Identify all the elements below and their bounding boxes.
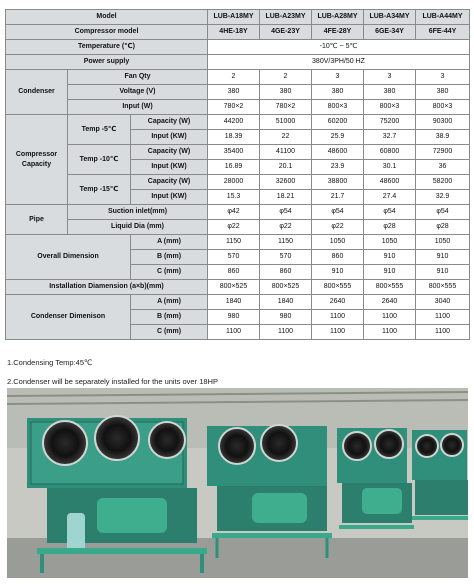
value-cell: 1050 [416, 235, 470, 250]
value-cell: 27.4 [364, 190, 416, 205]
value-cell: 60800 [364, 145, 416, 160]
value-cell: 3040 [416, 295, 470, 310]
value-cell: 800×525 [208, 280, 260, 295]
value-cell: 800×555 [312, 280, 364, 295]
liquid-dia-label: Liquid Dia (mm) [68, 220, 208, 235]
value-cell: 30.1 [364, 160, 416, 175]
value-cell: 800×3 [416, 100, 470, 115]
fan-icon [261, 425, 297, 461]
value-cell: 60200 [312, 115, 364, 130]
value-cell: 21.7 [312, 190, 364, 205]
value-cell: 1100 [260, 325, 312, 340]
value-cell: 380 [312, 85, 364, 100]
value-cell: 1100 [208, 325, 260, 340]
value-cell: 1840 [260, 295, 312, 310]
value-cell: 16.89 [208, 160, 260, 175]
compressor-model: 6FE-44Y [416, 25, 470, 40]
note-condenser-install: 2.Condenser will be separately installed for the units over 18HP [7, 377, 218, 386]
value-cell: 2640 [312, 295, 364, 310]
value-cell: φ54 [364, 205, 416, 220]
value-cell: 860 [208, 265, 260, 280]
value-cell: 20.1 [260, 160, 312, 175]
pipe-label: Pipe [6, 205, 68, 235]
value-cell: 44200 [208, 115, 260, 130]
table-row [6, 175, 470, 190]
value-cell: φ54 [312, 205, 364, 220]
dim-b-label: B (mm) [131, 310, 208, 325]
compressor-icon [97, 498, 167, 533]
value-cell: 800×555 [364, 280, 416, 295]
compressor-model: 4FE-28Y [312, 25, 364, 40]
dim-a-label: A (mm) [131, 295, 208, 310]
value-cell: 48600 [312, 145, 364, 160]
value-cell: 910 [416, 250, 470, 265]
value-cell: 58200 [416, 175, 470, 190]
value-cell: φ42 [208, 205, 260, 220]
value-cell: 910 [312, 265, 364, 280]
value-cell: 23.9 [312, 160, 364, 175]
compressor-capacity-label: Compressor Capacity [6, 115, 68, 205]
temperature-value: -10℃ ~ 5℃ [208, 40, 470, 55]
condensing-unit-4 [412, 430, 468, 520]
fan-icon [416, 435, 438, 457]
value-cell: φ28 [364, 220, 416, 235]
value-cell: 860 [260, 265, 312, 280]
compressor-model: 4HE-18Y [208, 25, 260, 40]
value-cell: 3 [416, 70, 470, 85]
table-row [6, 280, 470, 295]
table-row [6, 100, 470, 115]
value-cell: 3 [312, 70, 364, 85]
overall-dimension-label: Overall Dimension [6, 235, 131, 280]
value-cell: 32600 [260, 175, 312, 190]
product-photo [7, 388, 468, 578]
value-cell: φ22 [208, 220, 260, 235]
table-row [6, 205, 470, 220]
table-row [6, 40, 470, 55]
model-header: LUB-A34MY [364, 10, 416, 25]
model-header: LUB-A23MY [260, 10, 312, 25]
value-cell: 18.21 [260, 190, 312, 205]
input-kw-label: Input (KW) [131, 190, 208, 205]
value-cell: 36 [416, 160, 470, 175]
value-cell: 41100 [260, 145, 312, 160]
suction-inlet-label: Suction inlet(mm) [68, 205, 208, 220]
value-cell: 3 [364, 70, 416, 85]
value-cell: 1050 [312, 235, 364, 250]
table-row [6, 85, 470, 100]
value-cell: 780×2 [260, 100, 312, 115]
dim-b-label: B (mm) [131, 250, 208, 265]
condenser-label: Condenser [6, 70, 68, 115]
fan-icon [43, 421, 87, 465]
model-label: Model [6, 10, 208, 25]
value-cell: 38800 [312, 175, 364, 190]
dim-c-label: C (mm) [131, 265, 208, 280]
fan-icon [441, 434, 463, 456]
value-cell: 570 [260, 250, 312, 265]
table-row [6, 220, 470, 235]
table-row [6, 25, 470, 40]
fan-icon [149, 422, 185, 458]
value-cell: 910 [416, 265, 470, 280]
compressor-model: 4GE-23Y [260, 25, 312, 40]
value-cell: φ22 [312, 220, 364, 235]
value-cell: 380 [364, 85, 416, 100]
installation-label: Installation Diamension (a×b)(mm) [6, 280, 208, 295]
value-cell: 1100 [312, 310, 364, 325]
value-cell: 1840 [208, 295, 260, 310]
value-cell: 90300 [416, 115, 470, 130]
spec-table-body [6, 10, 470, 340]
value-cell: 1100 [416, 310, 470, 325]
value-cell: 1150 [260, 235, 312, 250]
value-cell: 32.9 [416, 190, 470, 205]
value-cell: φ54 [416, 205, 470, 220]
value-cell: 1100 [416, 325, 470, 340]
table-row [6, 10, 470, 25]
power-supply-value: 380V/3PH/50 HZ [208, 55, 470, 70]
value-cell: 800×555 [416, 280, 470, 295]
value-cell: 2 [260, 70, 312, 85]
table-row [6, 145, 470, 160]
note-condensing-temp: 1.Condensing Temp:45℃ [7, 358, 93, 367]
input-kw-label: Input (KW) [131, 160, 208, 175]
capacity-label: Capacity (W) [131, 115, 208, 130]
model-header: LUB-A44MY [416, 10, 470, 25]
condenser-dimension-label: Condenser Dimenison [6, 295, 131, 340]
value-cell: 780×2 [208, 100, 260, 115]
table-row [6, 70, 470, 85]
input-kw-label: Input (KW) [131, 130, 208, 145]
value-cell: 28000 [208, 175, 260, 190]
value-cell: 32.7 [364, 130, 416, 145]
fan-icon [343, 432, 371, 460]
value-cell: 1100 [312, 325, 364, 340]
value-cell: φ22 [260, 220, 312, 235]
value-cell: 980 [208, 310, 260, 325]
value-cell: 38.9 [416, 130, 470, 145]
temperature-label: Temperature (℃) [6, 40, 208, 55]
table-row [6, 55, 470, 70]
value-cell: 25.9 [312, 130, 364, 145]
value-cell: φ28 [416, 220, 470, 235]
value-cell: 35400 [208, 145, 260, 160]
table-row [6, 115, 470, 130]
model-header: LUB-A18MY [208, 10, 260, 25]
value-cell: 75200 [364, 115, 416, 130]
value-cell: 2640 [364, 295, 416, 310]
dim-a-label: A (mm) [131, 235, 208, 250]
fan-icon [95, 416, 139, 460]
condenser-input-label: Input (W) [68, 100, 208, 115]
value-cell: 980 [260, 310, 312, 325]
value-cell: 800×3 [364, 100, 416, 115]
value-cell: 15.3 [208, 190, 260, 205]
receiver-tank-icon [67, 513, 85, 553]
value-cell: 860 [312, 250, 364, 265]
voltage-label: Voltage (V) [68, 85, 208, 100]
value-cell: 380 [208, 85, 260, 100]
value-cell: 800×525 [260, 280, 312, 295]
value-cell: 1100 [364, 310, 416, 325]
value-cell: 2 [208, 70, 260, 85]
value-cell: 22 [260, 130, 312, 145]
value-cell: 570 [208, 250, 260, 265]
value-cell: 910 [364, 265, 416, 280]
compressor-icon [362, 488, 402, 514]
compressor-icon [252, 493, 307, 523]
value-cell: φ54 [260, 205, 312, 220]
value-cell: 910 [364, 250, 416, 265]
fan-qty-label: Fan Qty [68, 70, 208, 85]
compressor-model: 6GE-34Y [364, 25, 416, 40]
value-cell: 48600 [364, 175, 416, 190]
table-row [6, 295, 470, 310]
dim-c-label: C (mm) [131, 325, 208, 340]
value-cell: 1100 [364, 325, 416, 340]
fan-icon [375, 430, 403, 458]
power-supply-label: Power supply [6, 55, 208, 70]
value-cell: 800×3 [312, 100, 364, 115]
value-cell: 1050 [364, 235, 416, 250]
capacity-label: Capacity (W) [131, 175, 208, 190]
temp-label: Temp -10℃ [68, 145, 131, 175]
temp-label: Temp -15℃ [68, 175, 131, 205]
value-cell: 18.39 [208, 130, 260, 145]
value-cell: 380 [260, 85, 312, 100]
value-cell: 1150 [208, 235, 260, 250]
fan-icon [219, 428, 255, 464]
condensing-unit-3 [337, 428, 414, 529]
compressor-model-label: Compressor model [6, 25, 208, 40]
value-cell: 380 [416, 85, 470, 100]
model-header: LUB-A28MY [312, 10, 364, 25]
value-cell: 51000 [260, 115, 312, 130]
temp-label: Temp -5℃ [68, 115, 131, 145]
value-cell: 72900 [416, 145, 470, 160]
capacity-label: Capacity (W) [131, 145, 208, 160]
condensing-unit-1 [27, 416, 207, 573]
spec-table [5, 9, 470, 340]
table-row [6, 235, 470, 250]
